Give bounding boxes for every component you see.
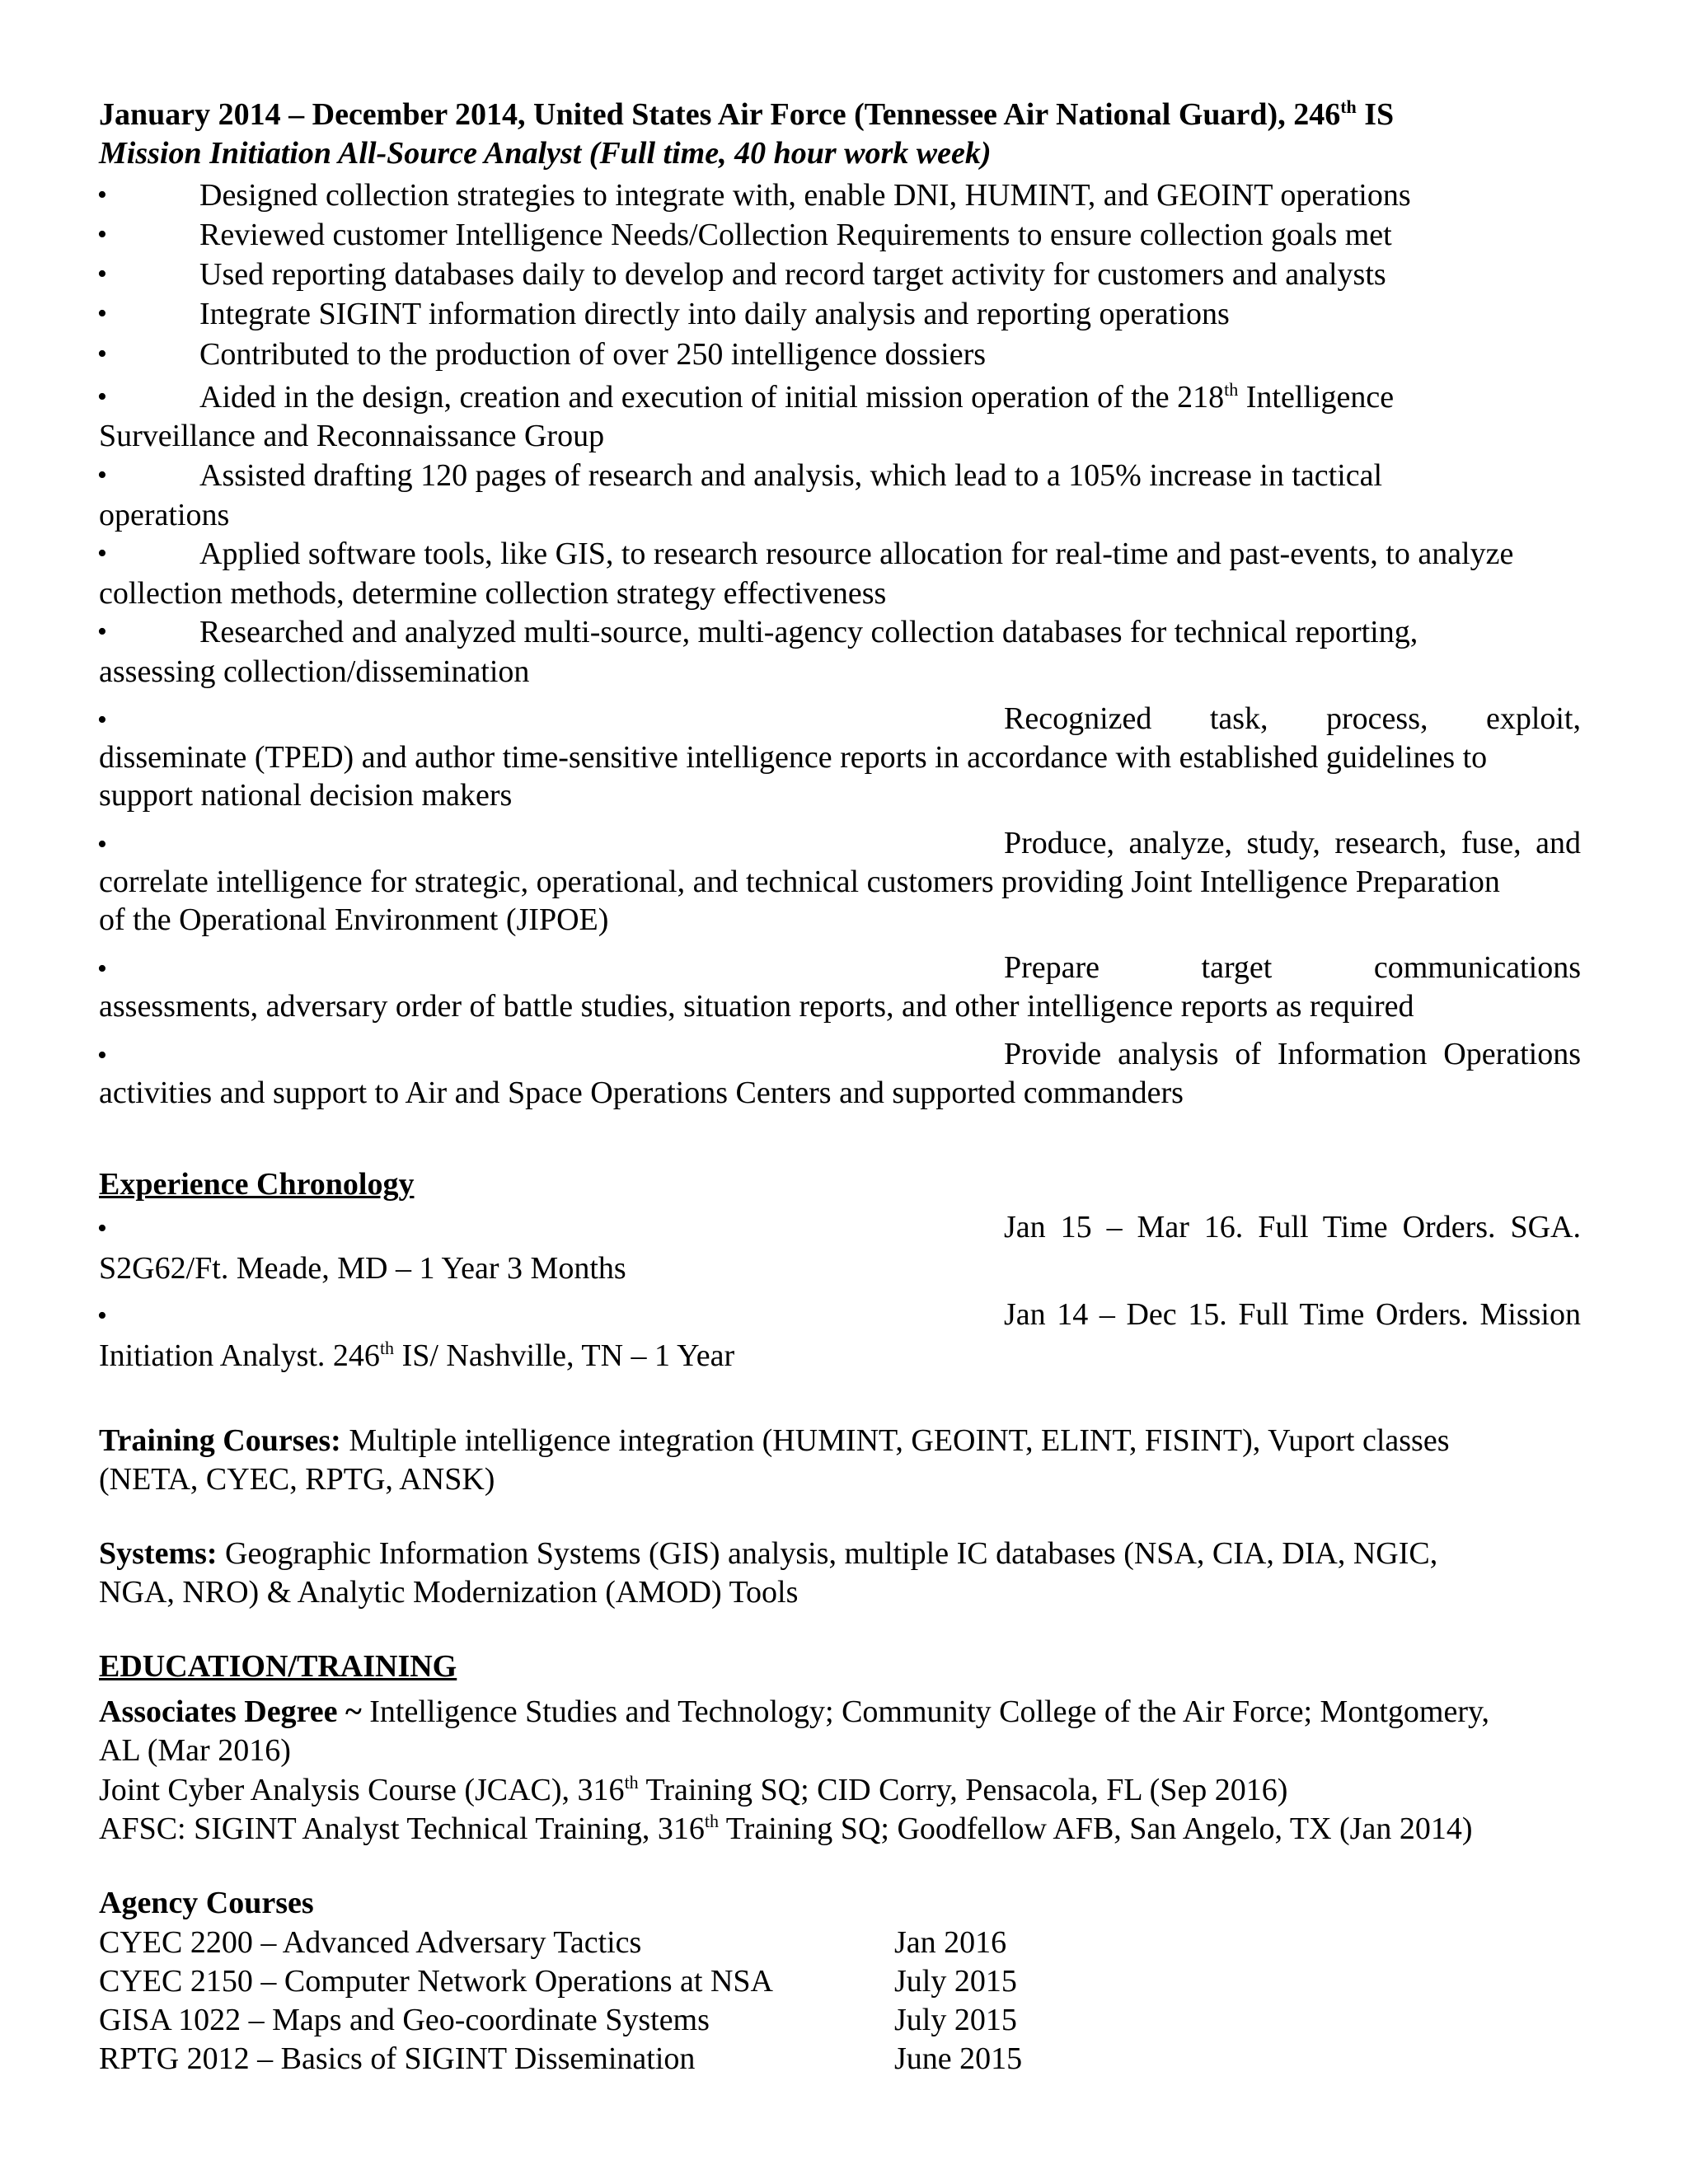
bullet-icon: • bbox=[97, 705, 107, 735]
bullet-icon: • bbox=[97, 382, 107, 412]
duty-item: Recognized task, process, exploit, bbox=[1004, 701, 1581, 736]
bullet-icon: • bbox=[97, 460, 107, 490]
section-heading-chronology: Experience Chronology bbox=[99, 1167, 415, 1202]
bullet-icon: • bbox=[97, 1213, 107, 1244]
course-name: RPTG 2012 – Basics of SIGINT Dissemination bbox=[99, 2041, 696, 2076]
bullet-icon: • bbox=[97, 298, 107, 329]
bullet-icon: • bbox=[97, 339, 107, 369]
section-heading-education: EDUCATION/TRAINING bbox=[99, 1649, 457, 1684]
bullet-icon: • bbox=[97, 1040, 107, 1071]
duty-item: Assisted drafting 120 pages of research and analysis, which lead to a 105% increase in tactical bbox=[199, 458, 1383, 493]
course-date: July 2015 bbox=[894, 2003, 1017, 2037]
systems: Systems: Geographic Information Systems (GIS) analysis, multiple IC databases (NSA, CIA, DIA, NGIC, bbox=[99, 1536, 1438, 1571]
duty-item: Designed collection strategies to integrate with, enable DNI, HUMINT, and GEOINT operations bbox=[199, 178, 1411, 213]
course-date: Jan 2016 bbox=[894, 1925, 1007, 1960]
job-title: Mission Initiation All-Source Analyst (Full time, 40 hour work week) bbox=[99, 136, 992, 171]
duty-item: Provide analysis of Information Operations bbox=[1004, 1037, 1581, 1071]
duty-item: Researched and analyzed multi-source, multi-agency collection databases for technical reporting, bbox=[199, 615, 1418, 649]
duty-item-continued: support national decision makers bbox=[99, 778, 513, 813]
bullet-icon: • bbox=[97, 259, 107, 289]
duty-item: Reviewed customer Intelligence Needs/Collection Requirements to ensure collection goals met bbox=[199, 218, 1392, 252]
course-date: July 2015 bbox=[894, 1964, 1017, 1999]
course-date: June 2015 bbox=[894, 2041, 1023, 2076]
bullet-icon: • bbox=[97, 1301, 107, 1331]
duty-item-continued: assessing collection/dissemination bbox=[99, 654, 530, 689]
training-courses-continued: (NETA, CYEC, RPTG, ANSK) bbox=[99, 1462, 495, 1497]
course-name: GISA 1022 – Maps and Geo-coordinate Systems bbox=[99, 2003, 710, 2037]
duty-item: Prepare target communications bbox=[1004, 950, 1581, 985]
duty-item-continued: Surveillance and Reconnaissance Group bbox=[99, 419, 605, 453]
bullet-icon: • bbox=[97, 180, 107, 210]
bullet-icon: • bbox=[97, 219, 107, 250]
bullet-icon: • bbox=[97, 538, 107, 569]
duty-item-continued: assessments, adversary order of battle studies, situation reports, and other intelligence reports as required bbox=[99, 989, 1414, 1024]
duty-item: Produce, analyze, study, research, fuse, and bbox=[1004, 826, 1581, 860]
bullet-icon: • bbox=[97, 616, 107, 647]
degree-continued: AL (Mar 2016) bbox=[99, 1733, 291, 1768]
chronology-item: Jan 14 – Dec 15. Full Time Orders. Mission bbox=[1004, 1297, 1581, 1332]
section-heading-agency-courses: Agency Courses bbox=[99, 1886, 314, 1920]
duty-item: Integrate SIGINT information directly into daily analysis and reporting operations bbox=[199, 297, 1230, 331]
job-header: January 2014 – December 2014, United States Air Force (Tennessee Air National Guard), 246th IS bbox=[99, 96, 1395, 132]
training-afsc: AFSC: SIGINT Analyst Technical Training, 316th Training SQ; Goodfellow AFB, San Angelo, TX (Jan 2014) bbox=[99, 1811, 1473, 1846]
duty-item-continued: disseminate (TPED) and author time-sensitive intelligence reports in accordance with established guidelines to bbox=[99, 740, 1488, 775]
degree: Associates Degree ~ Intelligence Studies and Technology; Community College of the Air Force; Montgomery, bbox=[99, 1694, 1490, 1729]
course-name: CYEC 2150 – Computer Network Operations at NSA bbox=[99, 1964, 773, 1999]
bullet-icon: • bbox=[97, 954, 107, 984]
duty-item: Applied software tools, like GIS, to research resource allocation for real-time and past-events, to analyze bbox=[199, 537, 1514, 571]
training-courses: Training Courses: Multiple intelligence integration (HUMINT, GEOINT, ELINT, FISINT), Vuport classes bbox=[99, 1423, 1450, 1458]
course-name: CYEC 2200 – Advanced Adversary Tactics bbox=[99, 1925, 642, 1960]
chronology-item-continued: S2G62/Ft. Meade, MD – 1 Year 3 Months bbox=[99, 1251, 626, 1286]
duty-item: Aided in the design, creation and execution of initial mission operation of the 218th Intelligence bbox=[199, 379, 1395, 415]
chronology-item: Jan 15 – Mar 16. Full Time Orders. SGA. bbox=[1004, 1210, 1581, 1244]
chronology-item-continued: Initiation Analyst. 246th IS/ Nashville, TN – 1 Year bbox=[99, 1338, 735, 1373]
systems-continued: NGA, NRO) & Analytic Modernization (AMOD) Tools bbox=[99, 1575, 799, 1610]
duty-item-continued: operations bbox=[99, 498, 230, 532]
duty-item-continued: activities and support to Air and Space Operations Centers and supported commanders bbox=[99, 1076, 1184, 1110]
duty-item-continued: correlate intelligence for strategic, operational, and technical customers providing Joint Intelligence Preparation bbox=[99, 865, 1500, 899]
duty-item-continued: collection methods, determine collection strategy effectiveness bbox=[99, 576, 887, 611]
bullet-icon: • bbox=[97, 829, 107, 860]
duty-item-continued: of the Operational Environment (JIPOE) bbox=[99, 902, 609, 937]
duty-item: Contributed to the production of over 250 intelligence dossiers bbox=[199, 337, 987, 372]
duty-item: Used reporting databases daily to develop and record target activity for customers and analysts bbox=[199, 257, 1386, 292]
training-jcac: Joint Cyber Analysis Course (JCAC), 316th Training SQ; CID Corry, Pensacola, FL (Sep 2016) bbox=[99, 1772, 1288, 1807]
